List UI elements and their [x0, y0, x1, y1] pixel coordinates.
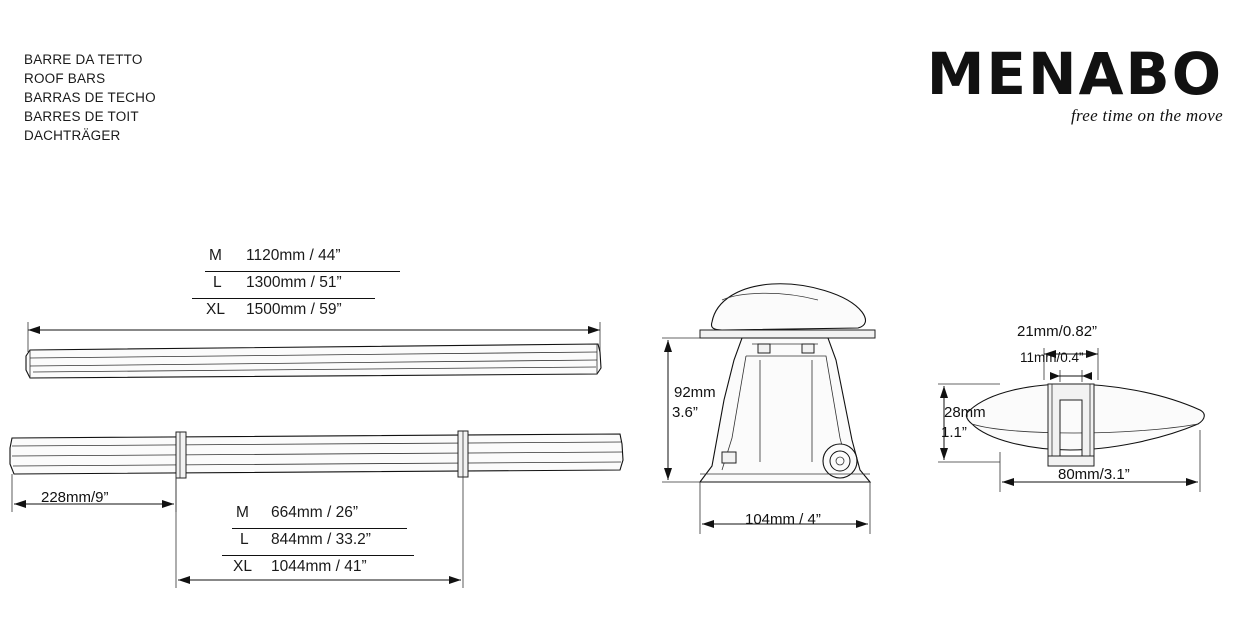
- length-row-xl-size: XL: [206, 301, 225, 318]
- spacing-row-m-value: 664mm / 26”: [271, 504, 359, 521]
- section-height-in: 1.1”: [941, 424, 967, 441]
- spacing-row-m-size: M: [236, 504, 249, 521]
- spacing-rule-1: [232, 528, 407, 529]
- brand-name: MENABO: [926, 40, 1223, 108]
- spacing-row-l-size: L: [240, 531, 249, 548]
- section-inner-width: 11mm/0.4”: [1020, 350, 1084, 365]
- title-de: DACHTRÄGER: [24, 128, 121, 143]
- spacing-row-xl-value: 1044mm / 41”: [271, 558, 367, 575]
- length-rule-1: [205, 271, 400, 272]
- spacing-rule-2: [222, 555, 414, 556]
- length-rule-2: [192, 298, 375, 299]
- title-en: ROOF BARS: [24, 71, 106, 86]
- foot-width: 104mm / 4”: [745, 511, 821, 528]
- length-row-xl-value: 1500mm / 59”: [246, 301, 342, 318]
- foot-height-in: 3.6”: [672, 404, 698, 421]
- roof-bar-top-view: [26, 322, 601, 378]
- spacing-row-l-value: 844mm / 33.2”: [271, 531, 371, 548]
- title-fr: BARRES DE TOIT: [24, 109, 139, 124]
- foot-height-mm: 92mm: [674, 384, 716, 401]
- title-es: BARRAS DE TECHO: [24, 90, 156, 105]
- section-base-width: 80mm/3.1”: [1058, 466, 1130, 483]
- overhang-dimension: 228mm/9”: [41, 489, 109, 506]
- length-row-l-size: L: [213, 274, 222, 291]
- section-height-mm: 28mm: [944, 404, 986, 421]
- title-it: BARRE DA TETTO: [24, 52, 143, 67]
- brand-tagline: free time on the move: [1070, 106, 1223, 125]
- length-row-l-value: 1300mm / 51”: [246, 274, 342, 291]
- section-top-width: 21mm/0.82”: [1017, 323, 1098, 340]
- spacing-row-xl-size: XL: [233, 558, 252, 575]
- length-row-m-value: 1120mm / 44”: [246, 247, 341, 264]
- length-row-m-size: M: [209, 247, 222, 264]
